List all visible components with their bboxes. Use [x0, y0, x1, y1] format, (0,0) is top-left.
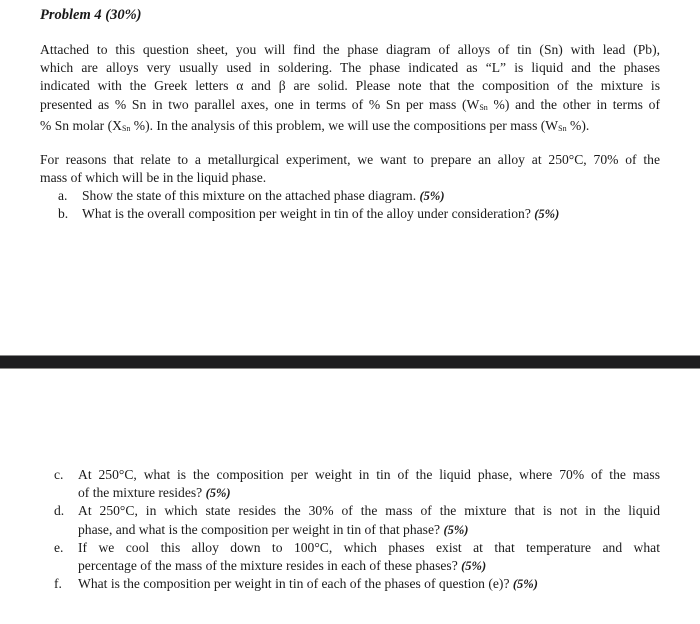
- question-text: phase, and what is the composition per weight in tin of that phase?: [78, 521, 441, 537]
- question-a: [58, 187, 660, 205]
- intro-line: Attached to this question sheet, you will find the phase diagram of alloys of tin (Sn) with lead (Pb),: [40, 42, 660, 57]
- question-text: At 250°C, what is the composition per weight in tin of the liquid phase, where 70% of the mass: [78, 467, 660, 482]
- question-text: percentage of the mass of the mixture resides in each of these phases?: [78, 558, 458, 574]
- question-list-top: [58, 187, 660, 223]
- intro-paragraph: [40, 41, 660, 138]
- intro-text: presented as % Sn in two parallel axes, one in terms of % Sn per mass (W: [40, 96, 480, 112]
- question-text: If we cool this alloy down to 100°C, which phases exist at that temperature and what: [78, 539, 660, 555]
- intro-text: %) and the other in terms of: [487, 96, 660, 112]
- question-points: (5%): [461, 559, 487, 574]
- scenario-paragraph: [40, 151, 660, 187]
- question-label: f.: [54, 576, 62, 592]
- question-points: (5%): [512, 577, 538, 592]
- intro-line: which are alloys very usually used in soldering. The phase indicated as “L” is liquid and the phases: [40, 60, 660, 76]
- question-points: (5%): [443, 522, 469, 537]
- scenario-line: For reasons that relate to a metallurgical experiment, we want to prepare an alloy at 250°C, 70% of the: [40, 152, 660, 167]
- problem-title: Problem 4 (30%): [40, 7, 142, 23]
- subscript: Sn: [121, 123, 131, 133]
- question-e: [54, 539, 660, 575]
- question-text: Show the state of this mixture on the attached phase diagram.: [82, 188, 417, 203]
- question-label: d.: [54, 503, 65, 519]
- question-points: (5%): [534, 207, 560, 222]
- question-label: c.: [54, 467, 64, 482]
- question-f: [54, 575, 660, 593]
- question-text: What is the composition per weight in tin of each of the phases of question (e)?: [78, 576, 510, 592]
- question-label: a.: [58, 188, 68, 203]
- intro-text: %).: [566, 117, 590, 133]
- question-points: (5%): [205, 486, 231, 501]
- question-points: (5%): [419, 189, 445, 203]
- page-divider: [0, 355, 700, 369]
- intro-line: [40, 117, 660, 138]
- question-label: e.: [54, 539, 64, 555]
- subscript: Sn: [479, 102, 488, 112]
- question-b: [58, 205, 660, 223]
- question-text: At 250°C, in which state resides the 30% of the mass of the mixture that is not in the liquid: [78, 503, 660, 519]
- question-text: of the mixture resides?: [78, 485, 203, 501]
- subscript: Sn: [558, 123, 567, 133]
- intro-line: [40, 96, 660, 117]
- question-label: b.: [58, 206, 69, 222]
- intro-text: % Sn molar (X: [40, 117, 122, 133]
- question-text: What is the overall composition per weight in tin of the alloy under consideration?: [82, 206, 531, 222]
- intro-text: %). In the analysis of this problem, we will use the compositions per mass (W: [130, 117, 559, 133]
- question-list-bottom: [54, 466, 660, 593]
- intro-line: indicated with the Greek letters α and β are solid. Please note that the composition of the mixture is: [40, 78, 660, 94]
- scenario-line: mass of which will be in the liquid phase.: [40, 170, 267, 186]
- question-d: [54, 502, 660, 538]
- question-c: [54, 466, 660, 502]
